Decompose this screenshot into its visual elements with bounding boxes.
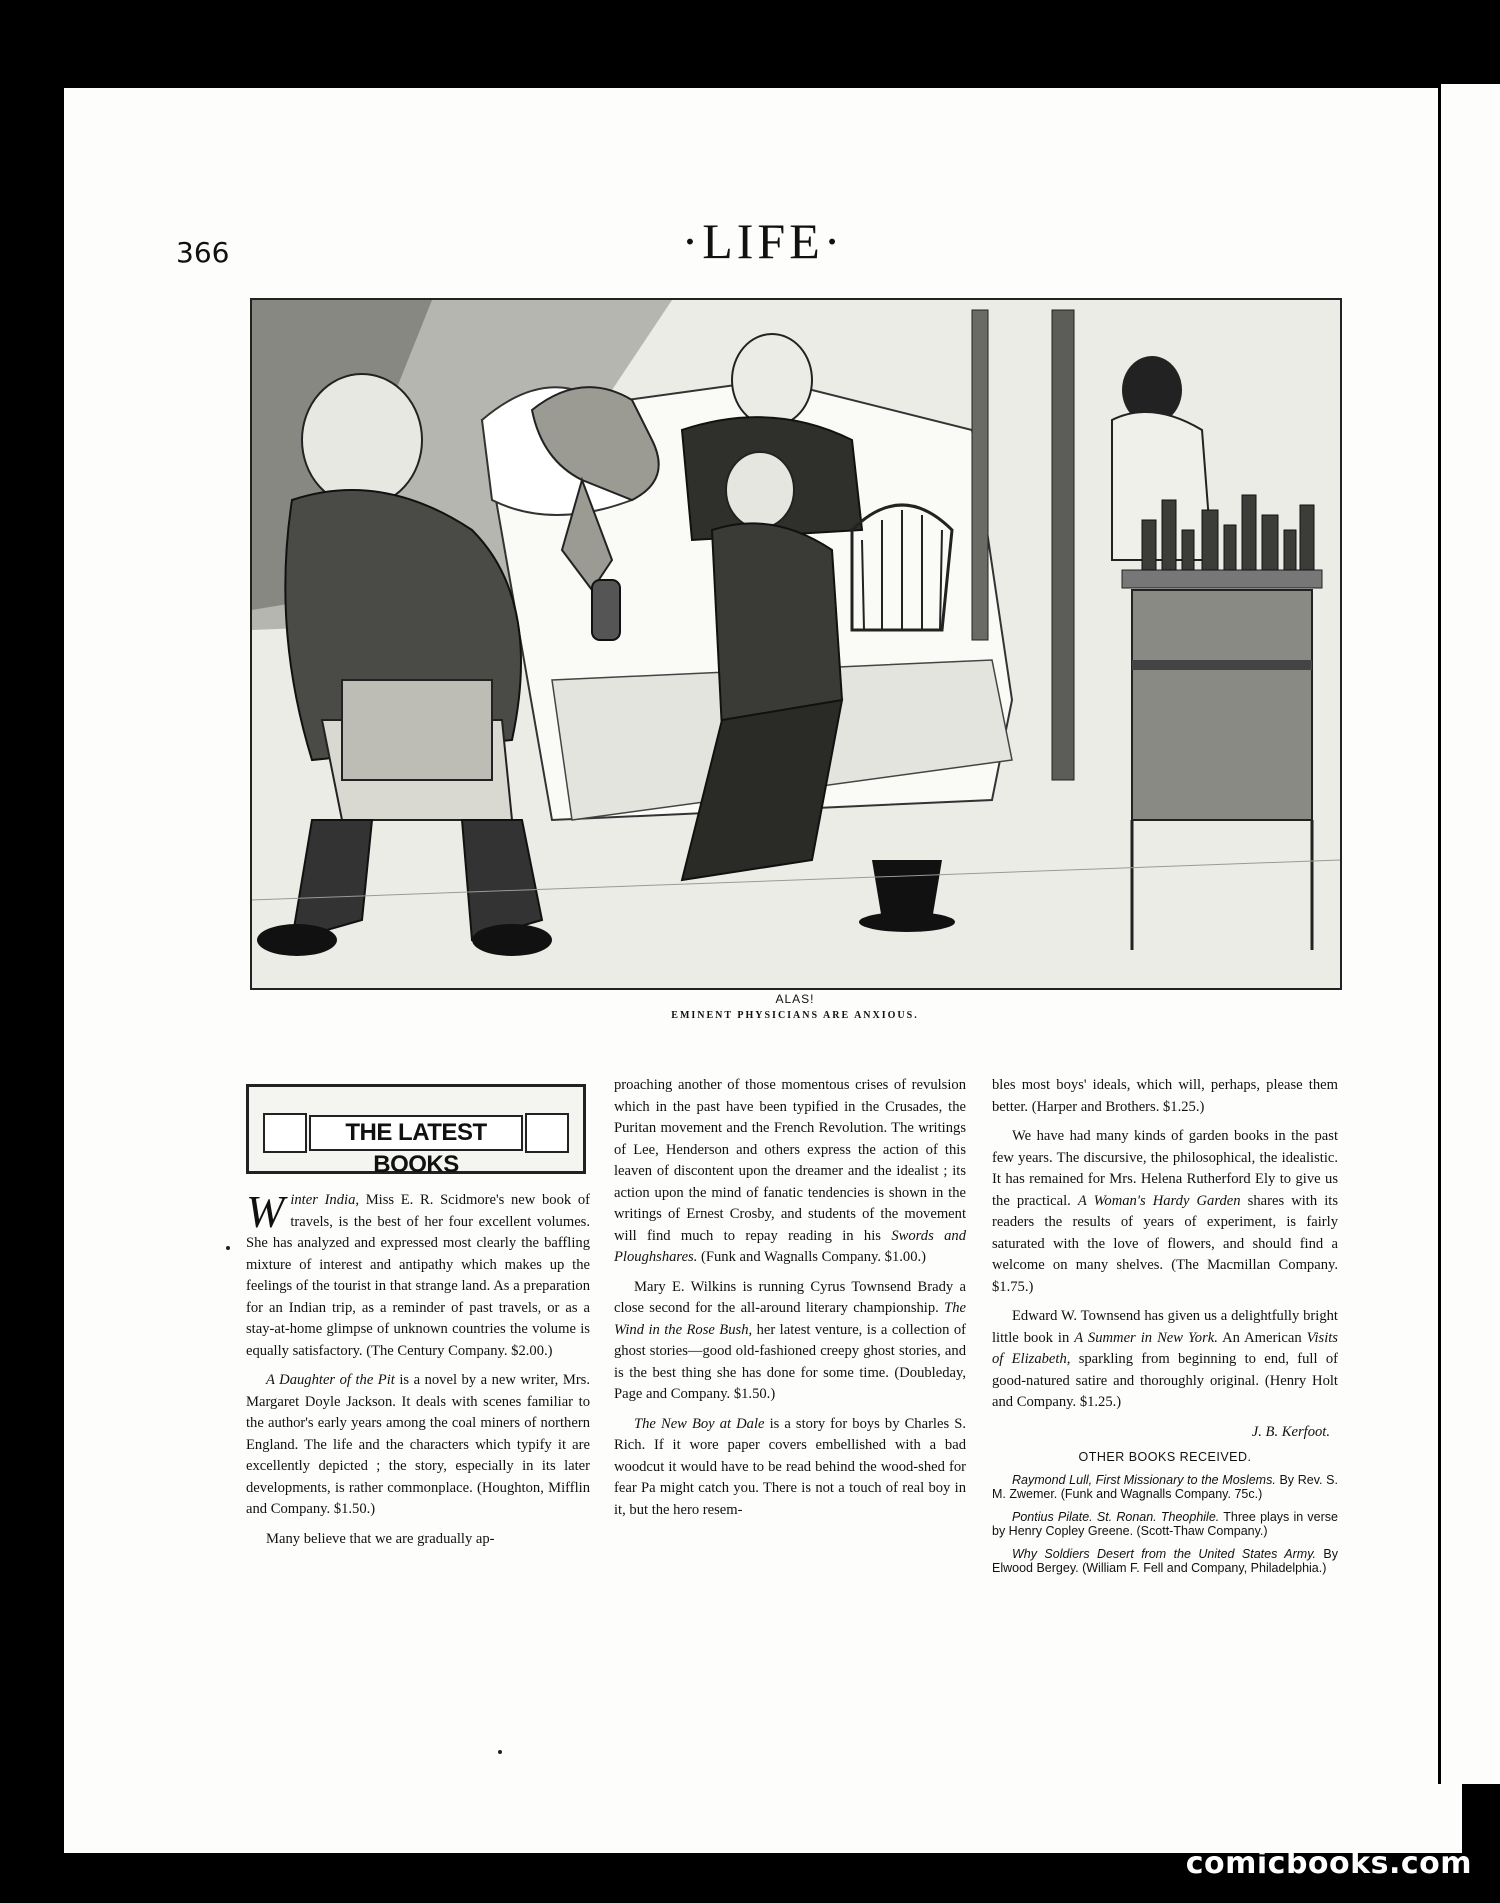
banner-title: THE LATEST BOOKS — [309, 1115, 523, 1151]
adjacent-page-edge — [1438, 84, 1500, 1784]
book-title: The Wind in the Rose Bush, — [614, 1300, 966, 1338]
reviewer-signature: J. B. Kerfoot. — [1251, 1423, 1330, 1440]
column-2 — [614, 1075, 966, 1529]
review-text: shares with its readers the results of years of experiment, is fairly saturated with the love of flowers, and should find a welcome on many shelves. (The Macmillan Company. $1.75.) — [992, 1192, 1338, 1295]
review-text: We have had many kinds of garden books in the past few years. The discursive, the philosophical, the idealistic. It has remained for Mrs. Helena Rutherford Ely to give us the practical. — [992, 1128, 1338, 1209]
review-swords-and-ploughshares — [614, 1075, 966, 1269]
review-wind-in-the-rose-bush — [614, 1277, 966, 1406]
book-title: A Summer in New York. — [1074, 1329, 1218, 1346]
book-title: A Woman's Hardy Garden — [1077, 1192, 1241, 1209]
other-book-item — [992, 1547, 1338, 1576]
review-text: Miss E. R. Scidmore's new book of travels, is the best of her four excellent volumes. She has analyzed and expressed most clearly the baffling mixture of interest and antipathy which makes up the feelings of the tourist in that strange land. As a preparation for an Indian trip, as a reminder of past travels, or as a stay-at-home glimpse of unknown countries the volume is equally satisfactory. (The Century Company. $2.00.) — [246, 1192, 590, 1359]
other-books-heading: OTHER BOOKS RECEIVED. — [1078, 1450, 1252, 1464]
caption-subtitle: EMINENT PHYSICIANS ARE ANXIOUS. — [671, 1010, 919, 1021]
book-title: Pontius Pilate. St. Ronan. Theophile. — [1012, 1509, 1220, 1524]
review-summer-in-new-york — [992, 1306, 1338, 1414]
print-speck — [226, 1246, 230, 1250]
review-text: Mary E. Wilkins is running Cyrus Townsend Brady a close second for the all-around literary championship. — [614, 1278, 966, 1316]
book-right-icon — [525, 1113, 569, 1153]
column-3 — [992, 1075, 1338, 1584]
review-daughter-of-the-pit — [246, 1370, 590, 1521]
cartoon-illustration — [250, 298, 1342, 990]
review-winter-india — [246, 1186, 590, 1362]
review-womans-hardy-garden — [992, 1126, 1338, 1298]
masthead-title: ·LIFE· — [681, 213, 845, 269]
book-details: By Elwood Bergey. (William F. Fell and Company, Philadelphia.) — [992, 1546, 1338, 1575]
book-details: Three plays in verse by Henry Copley Greene. (Scott-Thaw Company.) — [992, 1509, 1338, 1538]
caption-title: ALAS! — [775, 992, 815, 1006]
paragraph-continued: Many believe that we are gradually ap- — [266, 1530, 495, 1547]
watermark: comicbooks.com — [1185, 1846, 1472, 1881]
latest-books-banner — [246, 1084, 586, 1178]
review-new-boy-at-dale — [614, 1414, 966, 1522]
book-title: Swords and Ploughshares. — [614, 1227, 966, 1265]
book-title: Why Soldiers Desert from the United States Army. — [1012, 1546, 1316, 1561]
review-text: proaching another of those momentous crises of revulsion which in the past have been typified in the Crusades, the Puritan movement and the French Revolution. The writings of Lee, Henderson and others express the action of this leaven of discontent upon the dreamer and the idealist ; its action upon the mind of fanatic tendencies is shown in the writings of Ernest Crosby, and students of the movement will find much to repay reading in his — [614, 1077, 966, 1244]
column-1 — [246, 1186, 591, 1558]
page-number: 366 — [176, 236, 230, 269]
book-title: Visits of Elizabeth, — [992, 1329, 1338, 1367]
book-title: A Daughter of the Pit — [266, 1372, 395, 1388]
paragraph-continued: bles most boys' ideals, which will, perhaps, please them better. (Harper and Brothers. $1.25.) — [992, 1077, 1338, 1115]
book-title: inter India, — [290, 1192, 360, 1208]
other-book-item — [992, 1473, 1338, 1502]
review-text: Edward W. Townsend has given us a delightfully bright little book in — [992, 1308, 1338, 1346]
book-left-icon — [263, 1113, 307, 1153]
print-speck — [498, 1750, 502, 1754]
review-text: her latest venture, is a collection of ghost stories—good old-fashioned creepy ghost stories, and is the best thing she has done for some time. (Doubleday, Page and Company. $1.50.) — [614, 1321, 966, 1402]
review-text: is a novel by a new writer, Mrs. Margaret Doyle Jackson. It deals with scenes familiar to the author's early years among the coal miners of northern England. The life and the characters which typify it are excellently depicted ; the story, especially in its later developments, is rather commonplace. (Houghton, Mifflin and Company. $1.50.) — [246, 1372, 591, 1517]
review-text: is a story for boys by Charles S. Rich. If it wore paper covers embellished with a bad woodcut it would have to be read behind the wood-shed for fear Pa might catch you. There is not a touch of real boy in it, but the hero resem- — [614, 1415, 966, 1518]
book-title: The New Boy at Dale — [634, 1415, 765, 1432]
other-book-item — [992, 1510, 1338, 1539]
review-text: sparkling from beginning to end, full of good-natured satire and thoroughly original. (Henry Holt and Company. $1.25.) — [992, 1351, 1338, 1410]
book-title: Raymond Lull, First Missionary to the Moslems. — [1012, 1472, 1276, 1487]
book-details: By Rev. S. M. Zwemer. (Funk and Wagnalls Company. 75c.) — [992, 1472, 1338, 1501]
review-text: (Funk and Wagnalls Company. $1.00.) — [697, 1249, 927, 1265]
drop-cap: W — [246, 1186, 285, 1237]
review-text: An American — [1217, 1329, 1307, 1346]
